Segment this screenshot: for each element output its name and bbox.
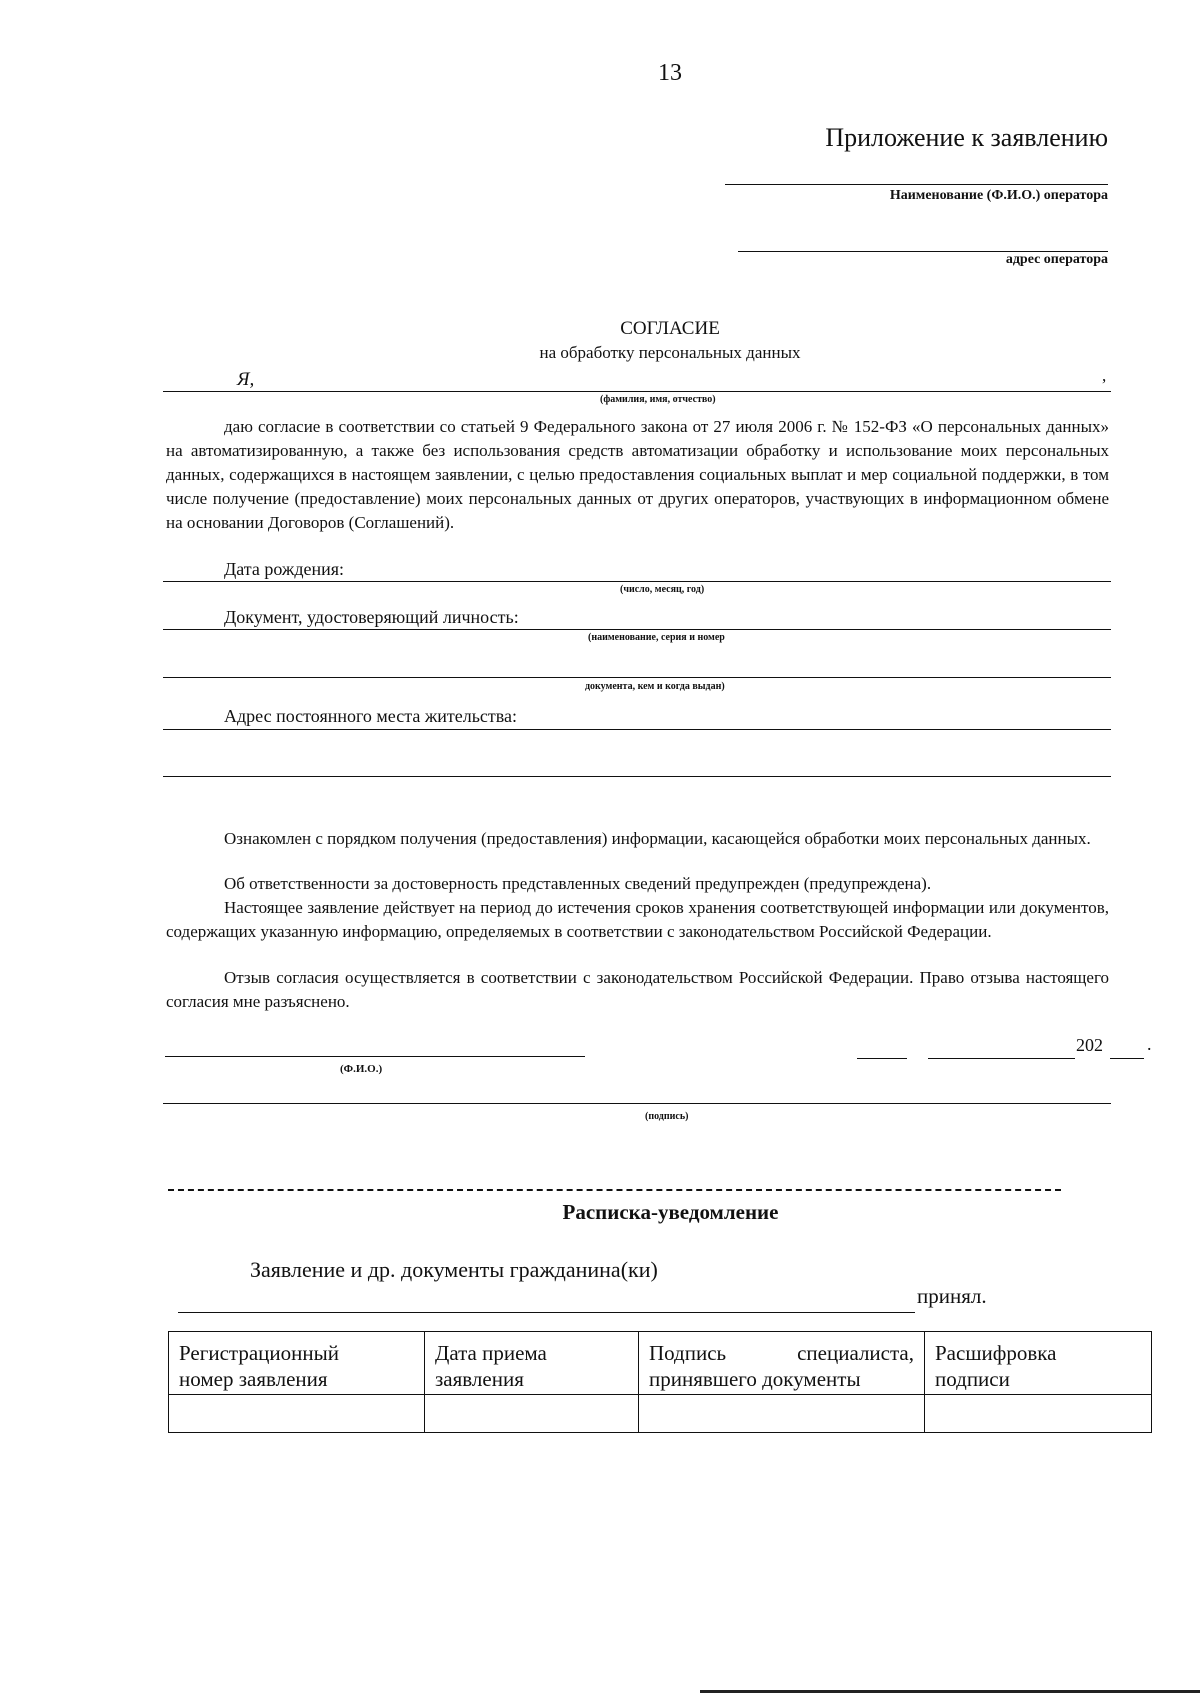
birth-caption: (число, месяц, год)	[620, 584, 705, 595]
date-dot: .	[1147, 1034, 1152, 1054]
doc-caption-2: документа, кем и когда выдан)	[585, 681, 725, 692]
consent-title: СОГЛАСИЕ	[620, 318, 720, 339]
receipt-title: Расписка-уведомление	[562, 1200, 779, 1224]
cut-line	[168, 1189, 1061, 1191]
receipt-table	[168, 1331, 1152, 1433]
header-signature-transcript: Расшифровка подписи	[925, 1332, 1152, 1395]
fio-line	[163, 391, 1111, 392]
table-header-row	[169, 1332, 1152, 1395]
date-month-line	[928, 1058, 1075, 1059]
header-accept-date: Дата приема заявления	[425, 1332, 639, 1395]
operator-name-caption: Наименование (Ф.И.О.) оператора	[889, 188, 1108, 203]
cell-accept-date	[425, 1395, 639, 1433]
doc-label: Документ, удостоверяющий личность:	[224, 607, 519, 627]
attachment-title: Приложение к заявлению	[825, 123, 1108, 152]
signature-fio-caption: (Ф.И.О.)	[340, 1063, 383, 1075]
birth-label: Дата рождения:	[224, 559, 345, 579]
operator-address-caption: адрес оператора	[1005, 252, 1108, 267]
doc-line-2	[163, 677, 1111, 678]
consent-subtitle: на обработку персональных данных	[539, 343, 801, 362]
consent-body: даю согласие в соответствии со статьей 9 Федерального закона от 27 июля 2006 г. № 152-ФЗ «О персональных данных» на автоматизированную, а также без использования средств автоматизации обработку и использование моих персональных данных, содержащихся в настоящем заявлении, с целью предоставления социальных выплат и мер социальной поддержки, в том числе получение (предоставление) моих персональных данных от других операторов, участвующих в информационном обмене на основании Договоров (Соглашений).	[166, 417, 1109, 532]
cell-reg-number	[169, 1395, 425, 1433]
receipt-accepted: принял.	[917, 1284, 987, 1308]
cell-signature-transcript	[925, 1395, 1152, 1433]
ack-paragraph-3: Настоящее заявление действует на период до истечения сроков хранения соответствующей информации или документов, содержащих указанную информацию, определяемых в соответствии с законодательством Российской Федерации.	[166, 898, 1109, 941]
scan-edge-mark	[700, 1690, 1200, 1693]
date-day-line	[857, 1058, 907, 1059]
doc-line-1	[163, 629, 1111, 630]
receipt-citizen-line	[178, 1312, 915, 1313]
ack-paragraph-4: Отзыв согласия осуществляется в соответствии с законодательством Российской Федерации. Право отзыва настоящего согласия мне разъяснено.	[166, 968, 1109, 1011]
operator-name-line	[725, 184, 1108, 185]
address-label: Адрес постоянного места жительства:	[224, 706, 518, 726]
ya-comma: ,	[1102, 366, 1107, 385]
header-reg-number: Регистрационный номер заявления	[169, 1332, 425, 1395]
signature-fio-line	[165, 1056, 585, 1057]
date-year-line	[1110, 1058, 1144, 1059]
fio-caption: (фамилия, имя, отчество)	[600, 394, 716, 405]
ack-paragraph-2: Об ответственности за достоверность представленных сведений предупрежден (предупреждена).	[224, 874, 932, 893]
signature-line	[163, 1103, 1111, 1104]
address-line-2	[163, 776, 1111, 777]
header-specialist-signature: Подпись специалиста, принявшего документы	[639, 1332, 925, 1395]
ack-paragraph-1: Ознакомлен с порядком получения (предоставления) информации, касающейся обработки моих персональных данных.	[224, 829, 1091, 848]
table-row	[169, 1395, 1152, 1433]
birth-line	[163, 581, 1111, 582]
address-line-1	[163, 729, 1111, 730]
page-number: 13	[658, 60, 682, 86]
doc-caption-1: (наименование, серия и номер	[588, 632, 725, 643]
date-year-prefix: 202	[1076, 1035, 1103, 1055]
ya-label: Я,	[237, 369, 255, 390]
signature-caption: (подпись)	[645, 1111, 689, 1122]
receipt-line-1: Заявление и др. документы гражданина(ки)	[250, 1257, 658, 1282]
cell-specialist-signature	[639, 1395, 925, 1433]
